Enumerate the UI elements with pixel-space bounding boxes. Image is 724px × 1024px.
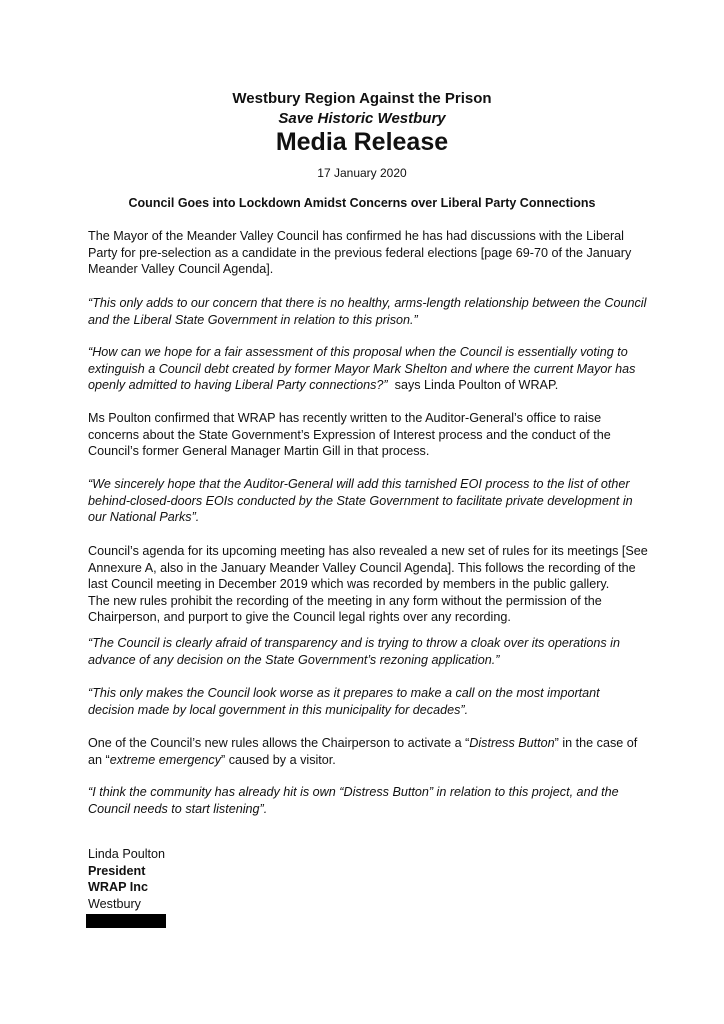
- paragraph-6: [88, 543, 648, 626]
- tagline: Save Historic Westbury: [278, 110, 446, 127]
- paragraph-9: [88, 735, 648, 768]
- quote-attribution: says Linda Poulton of WRAP.: [394, 378, 559, 393]
- signatory-organization: WRAP Inc: [88, 880, 148, 895]
- document-title: Media Release: [275, 128, 449, 156]
- paragraph-text: Ms Poulton confirmed that WRAP has recently written to the Auditor-General’s office to raise concerns about the State Government’s Expression of Interest process and the conduct of the Council’s former General Manager Martin Gill in that process.: [88, 411, 611, 459]
- signatory-name: Linda Poulton: [88, 847, 166, 861]
- redaction-bar: [86, 914, 166, 928]
- emphasis-text: Distress Button: [469, 736, 555, 750]
- paragraph-text: One of the Council’s new rules allows the Chairperson to activate a “: [88, 736, 470, 750]
- paragraph-text: Council’s agenda for its upcoming meeting has also revealed a new set of rules for its meetings [See Annexure A, also in the January Meander Valley Council Agenda]. This follows the recording of the last Council meeting in December 2019 which was recorded by members in the public gallery.: [88, 544, 648, 592]
- quote-text: “The Council is clearly afraid of transparency and is trying to throw a cloak over its operations in advance of any decision on the State Government’s rezoning application.”: [88, 636, 620, 667]
- paragraph-8: [88, 685, 648, 718]
- paragraph-text: The Mayor of the Meander Valley Council has confirmed he has had discussions with the Liberal Party for pre-selection as a candidate in the previous federal elections [page 69-70 of the January Meander Valley Council Agenda].: [88, 229, 632, 277]
- quote-text: “We sincerely hope that the Auditor-General will add this tarnished EOI process to the list of other behind-closed-doors EOIs conducted by the State Government to facilitate private development in our National Parks”.: [88, 477, 633, 525]
- headline: Council Goes into Lockdown Amidst Concerns over Liberal Party Connections: [128, 196, 596, 210]
- paragraph-4: [88, 410, 648, 460]
- paragraph-text: ” in the case of an “: [88, 736, 638, 767]
- paragraph-1: [88, 228, 648, 278]
- emphasis-text: extreme emergency: [109, 752, 221, 767]
- quote-text: “I think the community has already hit is own “Distress Button” in relation to this project, and the Council needs to start listening”.: [88, 785, 619, 816]
- paragraph-2: [88, 295, 648, 328]
- signatory-role: President: [88, 863, 146, 878]
- paragraph-3: [88, 344, 648, 394]
- paragraph-5: [88, 476, 648, 526]
- paragraph-text: The new rules prohibit the recording of the meeting in any form without the permission of the Chairperson, and purport to give the Council legal rights over any recording.: [88, 593, 602, 625]
- paragraph-7: [88, 635, 648, 668]
- quote-text: “How can we hope for a fair assessment of this proposal when the Council is essentially voting to extinguish a Council debt created by former Mayor Mark Shelton and where the current Mayor has openly admitted to having Liberal Party connections?”: [88, 345, 636, 393]
- organization-name: Westbury Region Against the Prison: [232, 90, 492, 107]
- quote-text: “This only adds to our concern that there is no healthy, arms-length relationship between the Council and the Liberal State Government in relation to this prison.”: [88, 296, 647, 327]
- signature-block: [88, 846, 165, 912]
- signatory-location: Westbury: [88, 896, 141, 911]
- quote-text: “This only makes the Council look worse as it prepares to make a call on the most important decision made by local government in this municipality for decades”.: [88, 686, 600, 717]
- paragraph-10: [88, 784, 648, 817]
- paragraph-text: ” caused by a visitor.: [221, 752, 336, 767]
- release-date: 17 January 2020: [317, 166, 407, 180]
